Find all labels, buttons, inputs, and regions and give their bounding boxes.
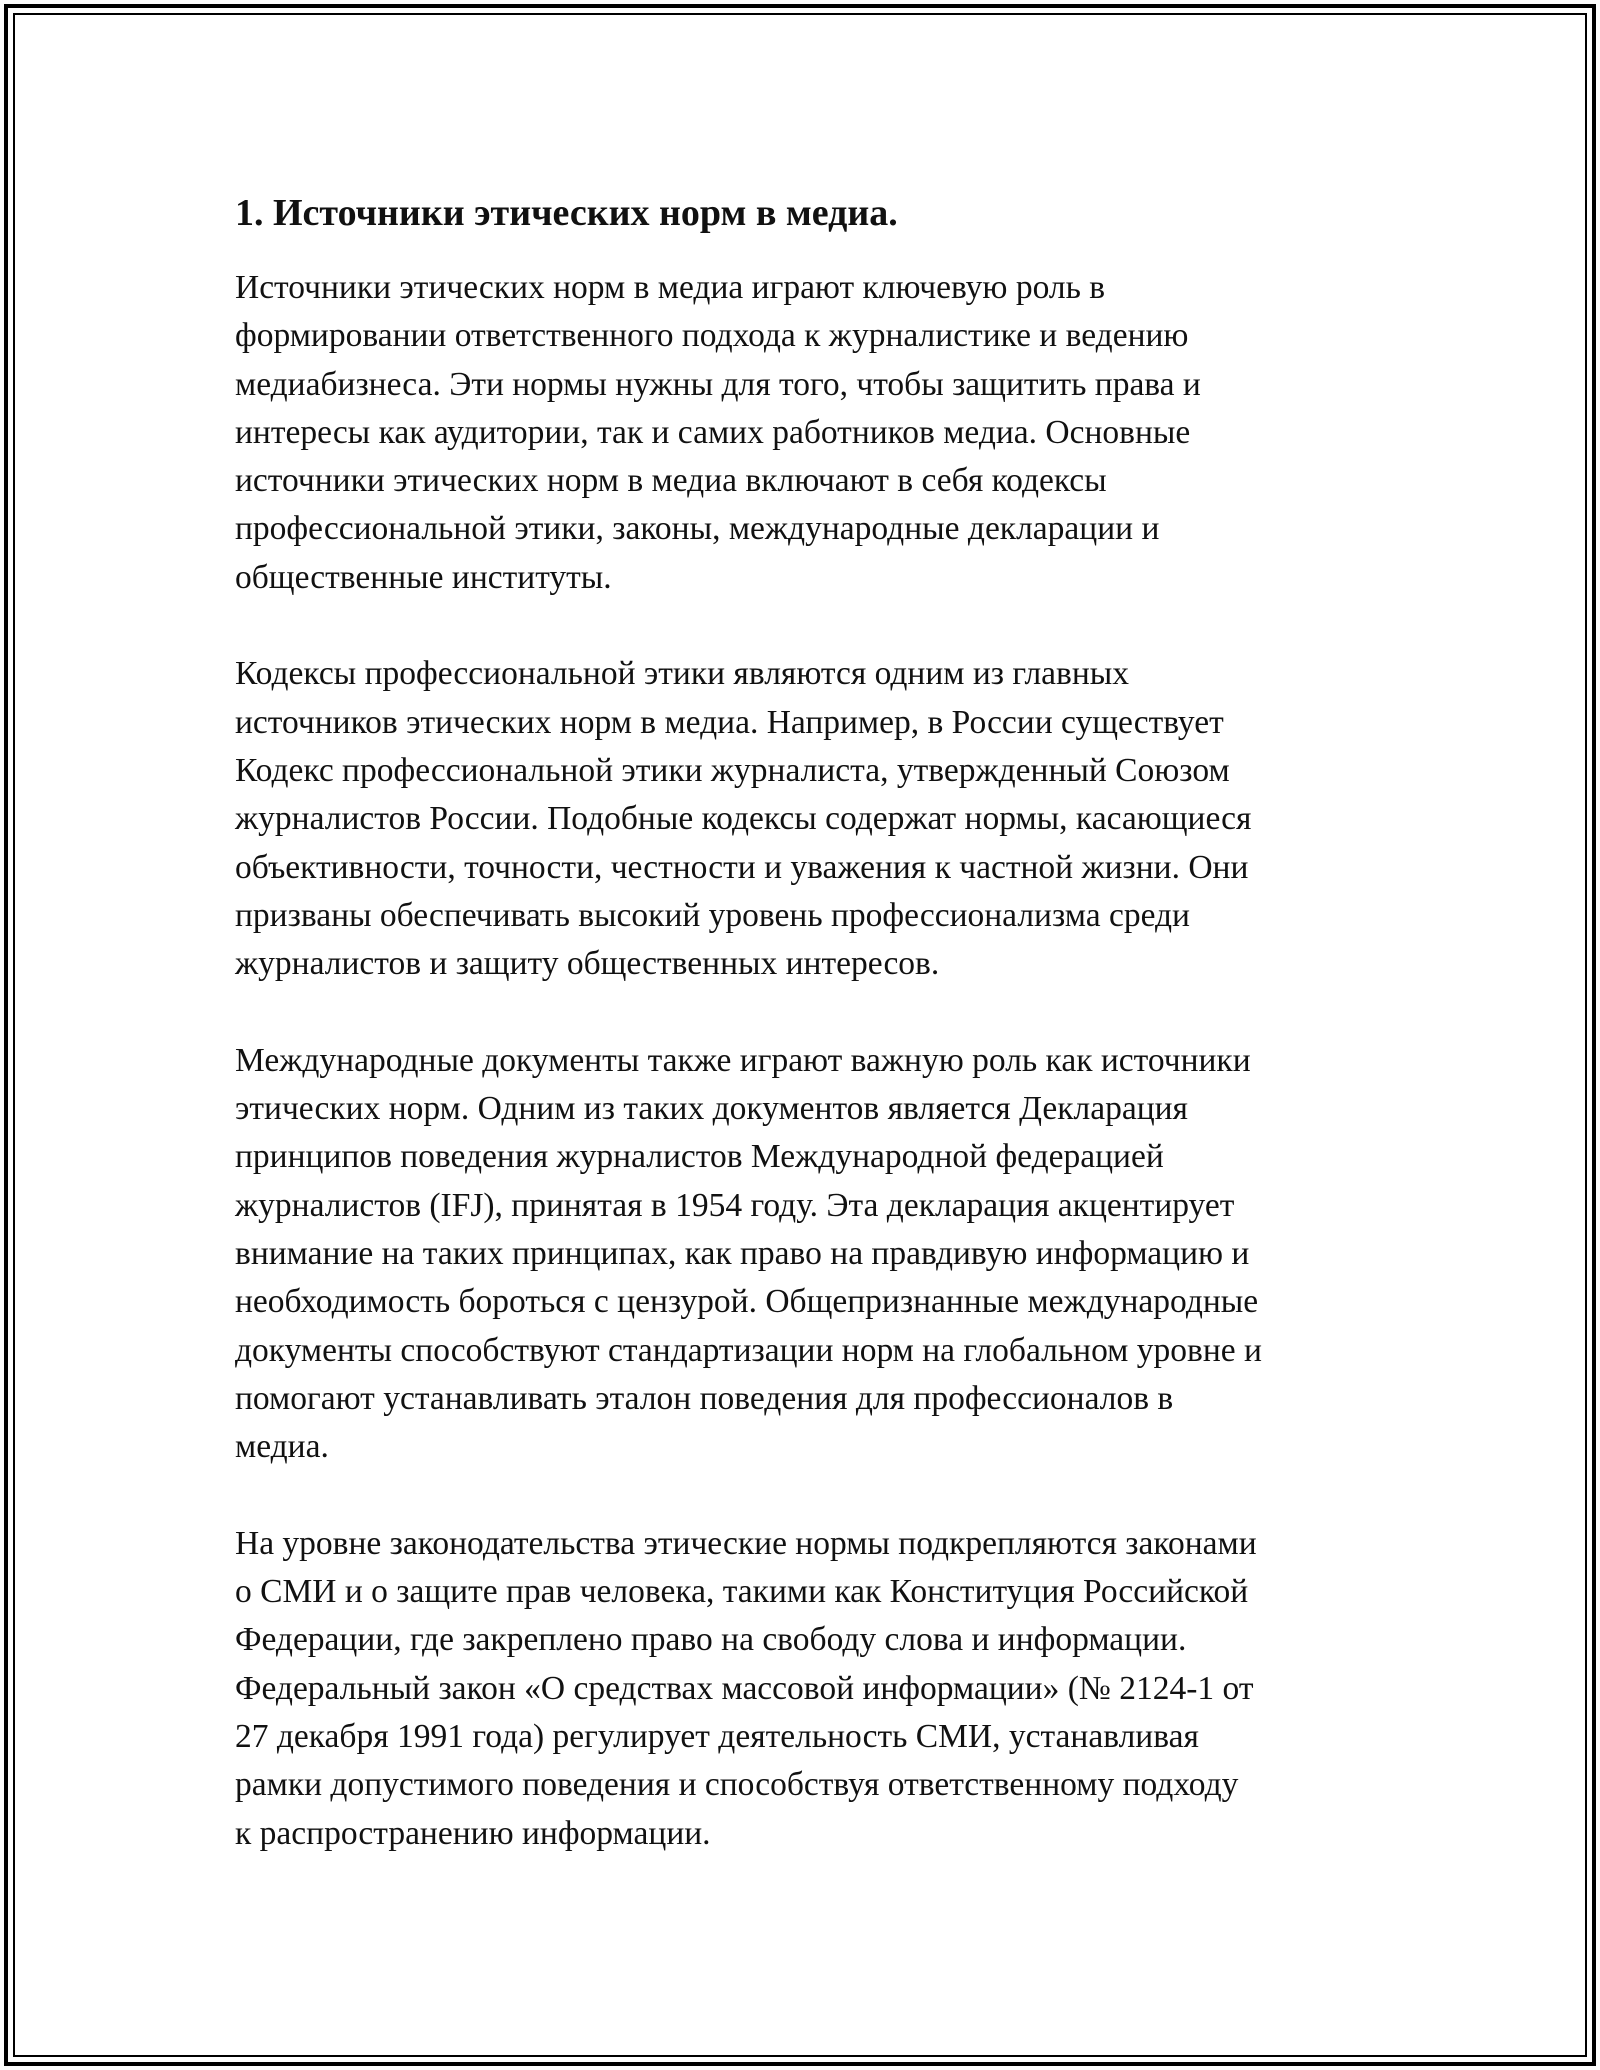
text-line: источники этических норм в медиа включают в себя кодексы (235, 462, 1107, 500)
text-line: На уровне законодательства этические нормы подкрепляются законами (235, 1524, 1257, 1562)
text-line: рамки допустимого поведения и способствуя ответственному подходу (235, 1766, 1239, 1804)
text-line: общественные институты. (235, 558, 612, 596)
section-heading: 1. Источники этических норм в медиа. (235, 192, 898, 234)
text-line: формировании ответственного подхода к журналистике и ведению (235, 317, 1189, 355)
text-line: внимание на таких принципах, как право на правдивую информацию и (235, 1234, 1250, 1272)
text-line: о СМИ и о защите прав человека, такими как Конституция Российской (235, 1573, 1249, 1611)
text-line: принципов поведения журналистов Международной федерацией (235, 1138, 1164, 1176)
text-line: Федерации, где закреплено право на свободу слова и информации. (235, 1621, 1187, 1659)
text-line: журналистов и защиту общественных интересов. (235, 945, 940, 983)
paragraph-intro (235, 264, 1385, 602)
text-line: Международные документы также играют важную роль как источники (235, 1041, 1251, 1079)
text-line: призваны обеспечивать высокий уровень профессионализма среди (235, 896, 1190, 934)
text-line: Кодексы профессиональной этики являются одним из главных (235, 655, 1130, 693)
text-line: этических норм. Одним из таких документов является Декларация (235, 1090, 1188, 1128)
text-line: журналистов России. Подобные кодексы содержат нормы, касающиеся (235, 800, 1252, 838)
text-line: медиабизнеса. Эти нормы нужны для того, чтобы защитить права и (235, 365, 1201, 403)
text-line: журналистов (IFJ), принятая в 1954 году. Эта декларация акцентирует (235, 1186, 1235, 1224)
paragraph-international (235, 1037, 1385, 1472)
text-line: Федеральный закон «О средствах массовой информации» (№ 2124-1 от (235, 1669, 1254, 1707)
text-line: Кодекс профессиональной этики журналиста, утвержденный Союзом (235, 751, 1230, 789)
text-line: документы способствуют стандартизации норм на глобальном уровне и (235, 1331, 1262, 1369)
text-line: Источники этических норм в медиа играют ключевую роль в (235, 269, 1106, 306)
text-line: медиа. (235, 1428, 329, 1466)
document-body (235, 188, 1385, 1906)
paragraph-legislation (235, 1520, 1385, 1858)
text-line: объективности, точности, честности и уважения к частной жизни. Они (235, 848, 1249, 886)
text-line: источников этических норм в медиа. Например, в России существует (235, 703, 1224, 741)
paragraph-codes (235, 650, 1385, 988)
text-line: к распространению информации. (235, 1814, 711, 1852)
text-line: помогают устанавливать эталон поведения для профессионалов в (235, 1379, 1174, 1417)
text-line: интересы как аудитории, так и самих работников медиа. Основные (235, 413, 1191, 451)
text-line: 27 декабря 1991 года) регулирует деятельность СМИ, устанавливая (235, 1717, 1199, 1755)
text-line: необходимость бороться с цензурой. Общепризнанные международные (235, 1283, 1259, 1321)
text-line: профессиональной этики, законы, международные декларации и (235, 510, 1160, 548)
